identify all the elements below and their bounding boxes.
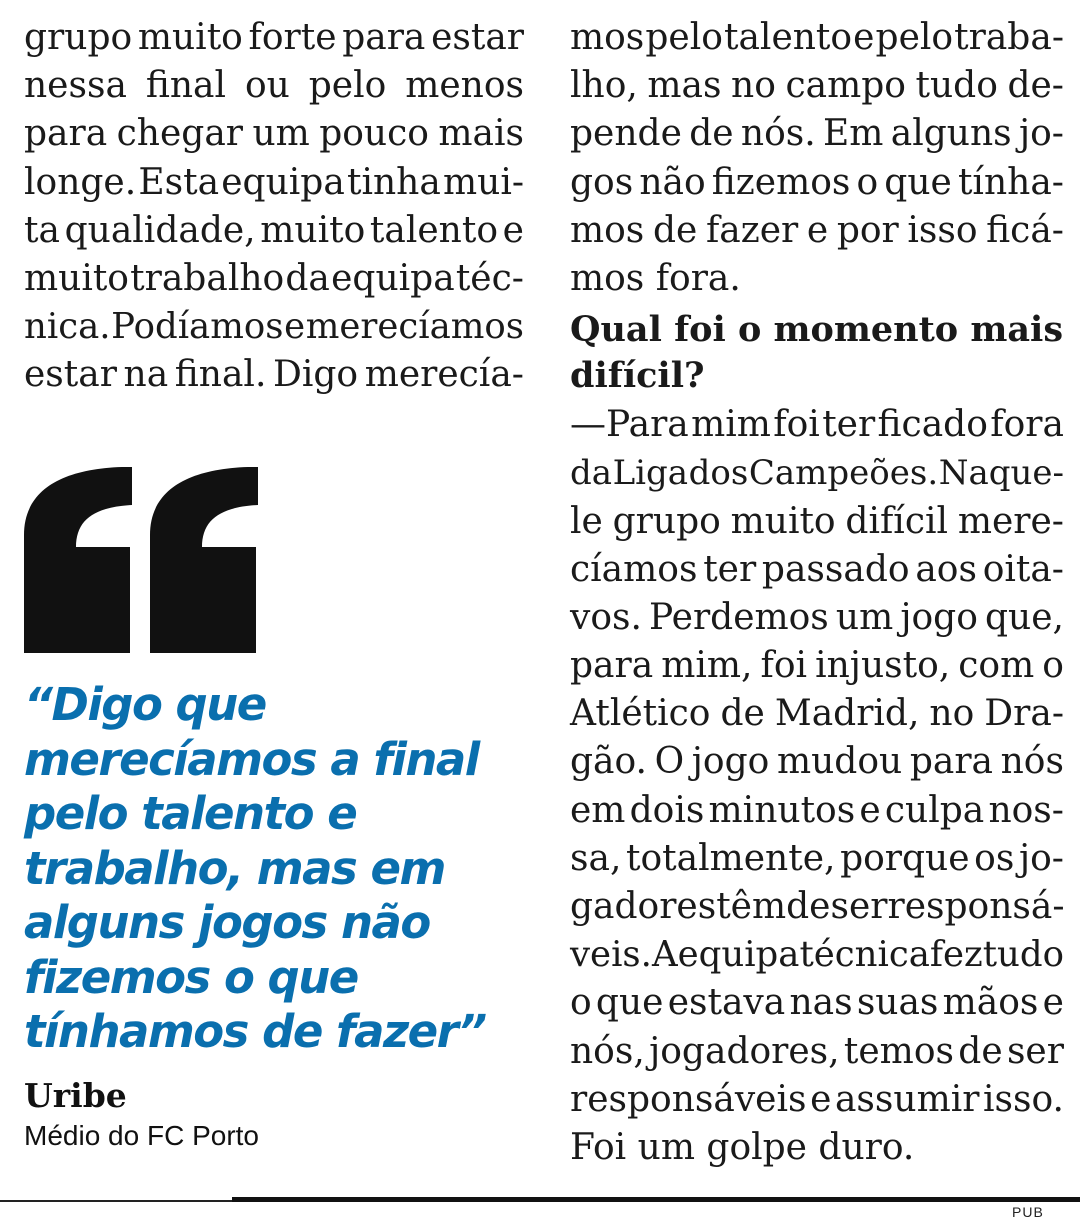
word: para (909, 741, 993, 783)
pull-quote-line: trabalho, mas em (24, 841, 445, 895)
word: jogo (691, 741, 770, 783)
word: estar (24, 354, 117, 396)
word: nós (1000, 741, 1064, 783)
word: que, (984, 596, 1064, 638)
word: porque (840, 837, 970, 879)
word: traba- (954, 17, 1064, 58)
advertisement-label: PUB (1012, 1204, 1044, 1220)
footer-divider-thick (232, 1197, 1080, 1202)
word: merecía- (364, 354, 524, 396)
word: mere- (957, 500, 1064, 542)
pull-quote-line: pelo talento e (24, 787, 357, 840)
word: mais (438, 113, 524, 155)
body-text-line (24, 110, 524, 158)
word: no (929, 693, 975, 735)
word: cíamos (570, 548, 698, 590)
word: pelo (875, 17, 954, 58)
word: ser (830, 886, 888, 927)
quote-author-name: Uribe (24, 1076, 127, 1115)
word: o (570, 982, 592, 1024)
answer-text-line (570, 883, 1064, 931)
word: O (654, 741, 685, 783)
word: grupo (24, 17, 133, 58)
word: final. (174, 354, 267, 396)
body-text-line (24, 207, 524, 255)
word: para (342, 17, 426, 58)
word: muito (24, 257, 129, 299)
word: nessa (24, 65, 127, 107)
word: equipa (221, 161, 345, 203)
answer-text-line (570, 738, 1064, 786)
footer-divider-thin (0, 1200, 232, 1202)
answer-text-line (570, 979, 1064, 1027)
word: injusto, (815, 645, 951, 687)
word: pelo (308, 65, 387, 107)
pull-quote-line: fizemos o que (24, 950, 358, 1004)
answer-text-line (570, 835, 1064, 883)
word: nós, (570, 1030, 645, 1072)
answer-text-line (570, 449, 1064, 497)
answer-text-line: Foi um golpe duro. (570, 1126, 915, 1168)
word: totalmente, (626, 837, 836, 879)
word: vos. (570, 596, 642, 638)
word: Esta (138, 161, 220, 203)
answer-text-line (570, 642, 1064, 690)
body-text-line (570, 207, 1064, 255)
word: temos (843, 1030, 954, 1072)
word: fizemos (711, 161, 851, 203)
word: tínha- (957, 161, 1064, 203)
word: muito (730, 500, 836, 542)
word: talento (724, 17, 853, 58)
word: merecíamos (305, 306, 524, 348)
word: de (958, 1030, 1003, 1072)
word: culpa (884, 789, 985, 831)
word: foi (760, 645, 808, 687)
word: isso. (983, 1078, 1064, 1120)
word: alguns (890, 113, 1012, 155)
word: veis. (570, 934, 652, 976)
word: mas (647, 65, 722, 107)
answer-text-line (570, 1028, 1064, 1076)
word: técnica (799, 934, 930, 976)
word: da (570, 453, 613, 494)
answer-text-line (570, 931, 1064, 979)
word: nós. (740, 113, 816, 155)
word: jogadores, (649, 1030, 840, 1072)
answer-text-line (570, 787, 1064, 835)
word: Perdemos (649, 596, 829, 638)
word: de (689, 113, 734, 155)
body-text-line (24, 303, 524, 351)
answer-text-line (570, 1076, 1064, 1124)
pull-quote (24, 678, 544, 1060)
word: Em (823, 113, 884, 155)
body-text-line (570, 14, 1064, 62)
word: mim (691, 404, 771, 446)
word: ser (1006, 1030, 1064, 1072)
word: responsáveis (570, 1078, 807, 1120)
word: muito (260, 209, 366, 251)
interview-question (570, 307, 1064, 399)
word: Madrid, (774, 693, 920, 735)
word: e (502, 209, 524, 251)
word: talento (369, 209, 498, 251)
pull-quote-line: “Digo que (24, 678, 266, 731)
word: foi (773, 404, 820, 446)
word: um (835, 596, 894, 638)
word: têm (716, 886, 787, 927)
word: com (958, 645, 1035, 687)
word: jo- (1018, 837, 1064, 879)
interview-question-line: difícil? (570, 355, 705, 397)
word: Atlético (570, 693, 711, 735)
word: Digo (272, 354, 359, 396)
body-text-line (24, 14, 524, 62)
word: gos (570, 161, 634, 203)
body-text-line (24, 351, 524, 399)
word: nos- (988, 789, 1064, 831)
word: fazer (705, 209, 799, 251)
word: de (786, 886, 831, 927)
word: gadores (570, 886, 717, 927)
word: mos (570, 17, 645, 58)
word: de (652, 209, 698, 251)
word: fez (929, 934, 983, 976)
word: e (859, 789, 881, 831)
answer-text-line (570, 690, 1064, 738)
word: no (731, 65, 776, 107)
word: de- (1007, 65, 1064, 107)
word: de (720, 693, 765, 735)
word: mui- (443, 161, 524, 203)
left-column (24, 14, 524, 400)
open-quote-icon (22, 465, 262, 653)
body-text-line (570, 62, 1064, 110)
word: e (810, 1078, 832, 1120)
word: Naque- (938, 453, 1064, 494)
word: mãos (942, 982, 1039, 1024)
word: Liga (612, 453, 689, 494)
word: fora (990, 404, 1064, 446)
word: isso (907, 209, 978, 251)
word: dois (629, 789, 705, 831)
word: em (570, 789, 626, 831)
word: campo (785, 65, 906, 107)
word: e (284, 306, 306, 348)
word: pouco (319, 113, 429, 155)
answer-text-line (570, 401, 1064, 449)
interview-question-line: Qual foi o momento mais (570, 309, 1064, 351)
word: o (1042, 645, 1064, 687)
body-text-line: mos fora. (570, 257, 741, 299)
word: mudou (776, 741, 903, 783)
word: grupo (612, 500, 721, 542)
word: que (595, 982, 664, 1024)
word: para (24, 113, 108, 155)
word: ta (24, 209, 60, 251)
word: mim, (661, 645, 753, 687)
word: ficado (877, 404, 988, 446)
word: oita- (982, 548, 1064, 590)
body-text-line (570, 110, 1064, 158)
body-text-line (24, 159, 524, 207)
word: estava (667, 982, 786, 1024)
word: um (252, 113, 310, 155)
word: na (123, 354, 169, 396)
word: e (1042, 982, 1064, 1024)
word: jogo (900, 596, 978, 638)
word: final (145, 65, 227, 107)
word: os (974, 837, 1015, 879)
pull-quote-line: alguns jogos não (24, 896, 430, 949)
word: ter (703, 548, 757, 590)
word: não (639, 161, 706, 203)
body-text-line (24, 255, 524, 303)
answer-text-line (570, 546, 1064, 594)
body-text-line (24, 62, 524, 110)
word: passado (761, 548, 910, 590)
word: le (570, 500, 603, 542)
word: e (853, 17, 875, 58)
word: gão. (570, 741, 647, 783)
word: e (806, 209, 829, 251)
word: Dra- (984, 693, 1064, 735)
word: responsá- (887, 886, 1065, 927)
word: Campeões. (748, 453, 939, 494)
word: muito (137, 17, 243, 58)
word: lho, (570, 65, 638, 107)
word: equipa (677, 934, 800, 976)
word: qualidade, (64, 209, 256, 251)
word: assumir (834, 1078, 980, 1120)
word: da (285, 257, 330, 299)
word: tudo (915, 65, 998, 107)
word: ter (822, 404, 876, 446)
word: que (884, 161, 952, 203)
word: tinha (346, 161, 441, 203)
body-text-line (570, 159, 1064, 207)
word: pende (570, 113, 682, 155)
word: pelo (645, 17, 723, 58)
answer-text-line (570, 498, 1064, 546)
word: difícil (845, 500, 949, 542)
word: tudo (982, 934, 1064, 976)
answer-text-line (570, 594, 1064, 642)
word: estar (431, 17, 524, 58)
word: mos (570, 209, 645, 251)
word: suas (856, 982, 939, 1024)
word: equipa (331, 257, 455, 299)
word: Podíamos (111, 306, 284, 348)
word: trabalho (130, 257, 285, 299)
word: sa, (570, 837, 622, 879)
word: por (836, 209, 899, 251)
word: chegar (116, 113, 243, 155)
word: aos (915, 548, 977, 590)
word: —Para (570, 404, 689, 446)
word: nas (789, 982, 853, 1024)
word: jo- (1018, 113, 1064, 155)
word: forte (248, 17, 337, 58)
word: dos (688, 453, 749, 494)
word: para (570, 645, 654, 687)
word: o (856, 161, 879, 203)
pull-quote-line: merecíamos a final (24, 732, 479, 786)
word: nica. (24, 306, 111, 348)
word: ficá- (986, 209, 1064, 251)
right-column (570, 14, 1064, 1172)
word: A (651, 934, 678, 976)
word: longe. (24, 161, 137, 203)
word: menos (405, 65, 524, 107)
word: téc- (455, 257, 524, 299)
quote-author-role: Médio do FC Porto (24, 1120, 259, 1151)
word: ou (244, 65, 290, 107)
pull-quote-line: tínhamos de fazer” (24, 1005, 486, 1058)
word: minutos (708, 789, 856, 831)
